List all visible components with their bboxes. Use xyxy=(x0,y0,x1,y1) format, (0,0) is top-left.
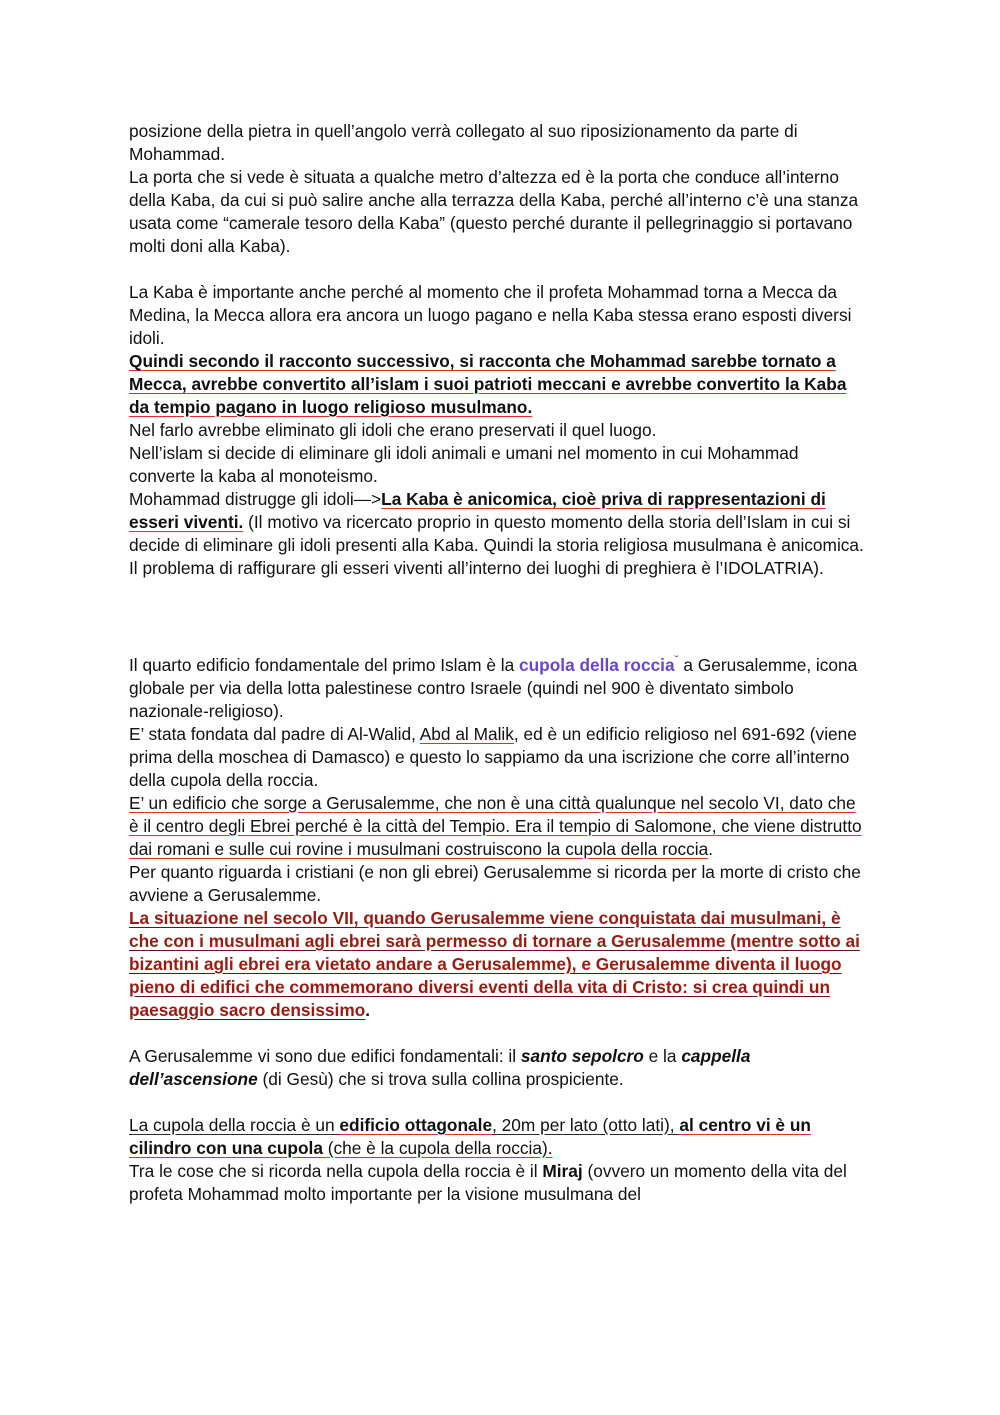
text: e la xyxy=(643,1046,682,1066)
text: a Gerusalemme, icona globale per via della lotta palestinese contro Israele (quindi nel 900 è diventato simbolo nazionale-religioso). xyxy=(129,655,858,721)
annotation-mark: ˘ xyxy=(674,653,679,667)
text: , ed è un edificio religioso nel 691-692 (viene prima della moschea di Damasco) e questo lo sappiamo da una iscrizione che corre all’interno della cupola della roccia. xyxy=(129,724,857,790)
text: E’ stata fondata dal padre di Al-Walid, xyxy=(129,724,420,744)
text: (ovvero un momento della vita del profeta Mohammad molto importante per la visione musulmana del xyxy=(129,1161,847,1204)
text: Il quarto edificio fondamentale del primo Islam è la xyxy=(129,655,519,675)
paragraph-aniconism xyxy=(129,488,869,580)
text: (Il motivo va ricercato proprio in questo momento della storia dell’Islam in cui si decide di eliminare gli idoli presenti alla Kaba. Quindi la storia religiosa musulmana è anicomica. Il problema di raffigurare gli esseri viventi all’interno dei luoghi di preghiera è l’IDOLATRIA). xyxy=(129,512,864,578)
underlined-text: (che è la cupola della roccia). xyxy=(327,1138,553,1158)
paragraph-kaba-conversion xyxy=(129,350,869,419)
highlighted-text: E’ un edificio che sorge a Gerusalemme, che non è una città qualunque nel secolo VI, dato che è il centro degli Ebrei perché è la città del Tempio. Era il tempio di Salomone, che viene distrutto dai romani e sulle cui rovine i musulmani costruiscono la cupola della roccia xyxy=(129,793,862,859)
paragraph-monotheism xyxy=(129,442,869,488)
paragraph-two-buildings xyxy=(129,1045,869,1091)
text: Tra le cose che si ricorda nella cupola della roccia è il xyxy=(129,1161,543,1181)
text: . xyxy=(708,839,714,859)
highlighted-text: Quindi secondo il racconto successivo, si racconta che Mohammad sarebbe tornato a Mecca, avrebbe convertito all’islam i suoi patrioti meccani e avrebbe convertito la Kaba da tempio pagano in luogo religioso musulmano. xyxy=(129,351,847,417)
text: (di Gesù) che si trova sulla collina prospiciente. xyxy=(257,1069,624,1089)
highlighted-text: edificio ottagonale xyxy=(339,1115,493,1135)
text: La porta che si vede è situata a qualche metro d’altezza ed è la porta che conduce all’interno della Kaba, da cui si può salire anche alla terrazza della Kaba, perché all’interno c’è una stanza usata come “camerale tesoro della Kaba” (questo perché durante il pellegrinaggio si portavano molti doni alla Kaba). xyxy=(129,167,859,256)
text: A Gerusalemme vi sono due edifici fondamentali: il xyxy=(129,1046,521,1066)
text: . xyxy=(365,1000,371,1020)
highlighted-name: Abd al Malik xyxy=(419,724,514,744)
term-cupola-della-roccia: cupola della roccia xyxy=(519,655,675,675)
paragraph-dome-of-the-rock xyxy=(129,649,869,723)
blank-line xyxy=(129,1022,869,1045)
paragraph-kaba-stone xyxy=(129,120,869,166)
text: Nell’islam si decide di eliminare gli idoli animali e umani nel momento in cui Mohammad converte la kaba al monoteismo. xyxy=(129,443,799,486)
paragraph-kaba-door xyxy=(129,166,869,258)
highlighted-text: La Kaba è anicomica, cioè priva di rappresentazioni di esseri viventi. xyxy=(129,489,826,532)
text: Mohammad distrugge gli idoli—> xyxy=(129,489,382,509)
paragraph-jerusalem-temple xyxy=(129,792,869,861)
paragraph-idols-elimination xyxy=(129,419,869,442)
paragraph-octagonal xyxy=(129,1114,869,1160)
text: La Kaba è importante anche perché al momento che il profeta Mohammad torna a Mecca da Medina, la Mecca allora era ancora un luogo pagano e nella Kaba stessa erano esposti diversi idoli. xyxy=(129,282,852,348)
blank-lines xyxy=(129,580,869,649)
highlighted-text: al centro vi è un cilindro con una cupola xyxy=(129,1115,811,1158)
paragraph-kaba-importance xyxy=(129,281,869,350)
text: posizione della pietra in quell’angolo verrà collegato al suo riposizionamento da parte di Mohammad. xyxy=(129,121,798,164)
blank-line xyxy=(129,1091,869,1114)
term-cappella-ascensione: cappella dell’ascensione xyxy=(129,1046,751,1089)
underlined-text: , 20m per lato (otto lati), xyxy=(492,1115,680,1135)
text: Per quanto riguarda i cristiani (e non gli ebrei) Gerusalemme si ricorda per la morte di cristo che avviene a Gerusalemme. xyxy=(129,862,861,905)
text: Nel farlo avrebbe eliminato gli idoli che erano preservati il quel luogo. xyxy=(129,420,657,440)
highlighted-red-text: La situazione nel secolo VII, quando Gerusalemme viene conquistata dai musulmani, è che con i musulmani agli ebrei sarà permesso di tornare a Gerusalemme (mentre sotto ai bizantini agli ebrei era vietato andare a Gerusalemme), e Gerusalemme diventa il luogo pieno di edifici che commemorano diversi eventi della vita di Cristo: si crea quindi un paesaggio sacro densissimo xyxy=(129,908,860,1020)
blank-line xyxy=(129,258,869,281)
paragraph-seventh-century xyxy=(129,907,869,1022)
term-miraj: Miraj xyxy=(542,1161,583,1181)
term-santo-sepolcro: santo sepolcro xyxy=(520,1046,644,1066)
underlined-text: La cupola della roccia è un xyxy=(129,1115,340,1135)
paragraph-christians xyxy=(129,861,869,907)
paragraph-founder xyxy=(129,723,869,792)
paragraph-miraj xyxy=(129,1160,869,1206)
